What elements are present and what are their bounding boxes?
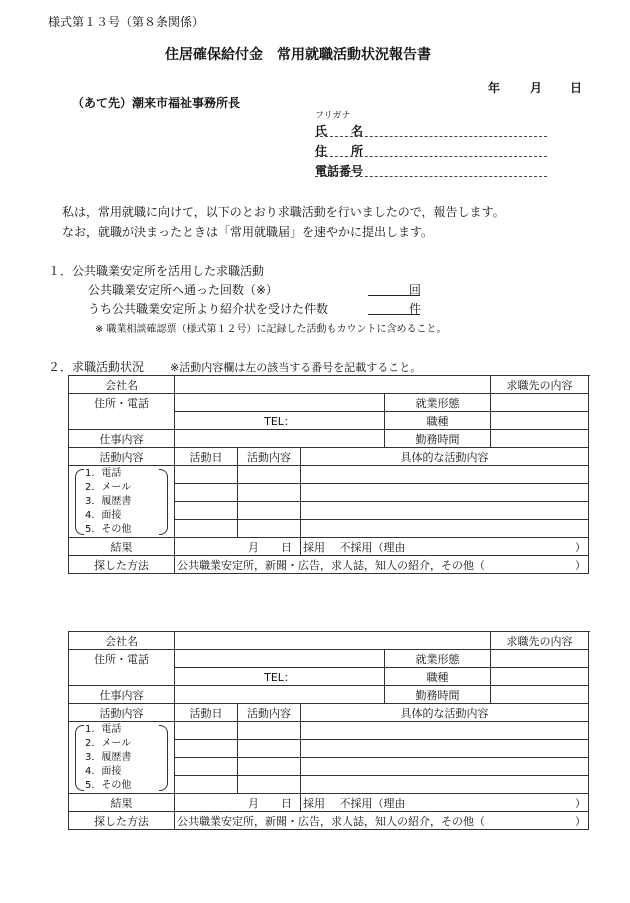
- section1-note: ※ 職業相談確認票（様式第１２号）に記録した活動もカウントに含めること。: [95, 324, 447, 335]
- option-other: 5．その他: [85, 779, 132, 791]
- method-label: 探した方法: [69, 556, 175, 574]
- referrals-unit: 件: [409, 302, 422, 316]
- result-status-cell[interactable]: [301, 794, 589, 812]
- address-phone-label-cont: [69, 668, 175, 686]
- activity-date-cell[interactable]: [175, 740, 238, 758]
- employment-type-field[interactable]: [491, 394, 589, 412]
- activity-detail-cell[interactable]: [301, 502, 589, 520]
- result-date-cell[interactable]: [175, 794, 301, 812]
- activity-type-header: 活動内容: [238, 704, 301, 722]
- result-rejected: 不採用（理由: [339, 540, 406, 554]
- option-interview: 4．面接: [85, 509, 122, 521]
- addressee: （あて先）潮来市福祉事務所長: [72, 96, 241, 110]
- result-label: 結果: [69, 794, 175, 812]
- activity-date-cell[interactable]: [175, 776, 238, 794]
- activity-detail-cell[interactable]: [301, 758, 589, 776]
- section2-heading: ２．求職活動状況: [48, 360, 145, 374]
- page-title: 住居確保給付金 常用就職活動状況報告書: [165, 47, 431, 63]
- result-close: ）: [575, 540, 586, 554]
- result-label: 結果: [69, 538, 175, 556]
- company-label: 会社名: [69, 632, 175, 650]
- activity-options: [69, 466, 175, 538]
- section1-heading: １．公共職業安定所を活用した求職活動: [48, 264, 265, 278]
- method-close: ）: [575, 814, 586, 828]
- method-cell[interactable]: [175, 812, 589, 830]
- occupation-field[interactable]: [491, 668, 589, 686]
- activity-type-cell[interactable]: [238, 466, 301, 484]
- address-label: 住 所: [315, 144, 364, 158]
- method-label: 探した方法: [69, 812, 175, 830]
- method-options: 公共職業安定所，新聞・広告，求人誌，知人の紹介，その他（: [177, 558, 485, 572]
- working-hours-field[interactable]: [491, 686, 589, 704]
- job-info-header: 求職先の内容: [491, 632, 589, 650]
- date-day-label: 日: [570, 81, 583, 95]
- activity-detail-cell[interactable]: [301, 776, 589, 794]
- date-year-label: 年: [488, 81, 501, 95]
- address-phone-label: 住所・電話: [69, 650, 175, 668]
- working-hours-label: 勤務時間: [385, 430, 491, 448]
- occupation-label: 職種: [385, 668, 491, 686]
- option-phone: 1．電話: [85, 723, 122, 735]
- option-phone: 1．電話: [85, 467, 122, 479]
- option-resume: 3．履歴書: [85, 751, 132, 763]
- name-field[interactable]: [315, 136, 547, 137]
- activity-label: 活動内容: [69, 704, 175, 722]
- method-options: 公共職業安定所，新聞・広告，求人誌，知人の紹介，その他（: [177, 814, 485, 828]
- option-mail: 2．メール: [85, 481, 132, 493]
- tel-cell[interactable]: TEL：: [175, 412, 385, 430]
- job-content-field[interactable]: [175, 430, 385, 448]
- activity-date-cell[interactable]: [175, 484, 238, 502]
- activity-options: [69, 722, 175, 794]
- address-phone-label-cont: [69, 412, 175, 430]
- intro-line-1: 私は，常用就職に向けて，以下のとおり求職活動を行いましたので，報告します。: [62, 205, 505, 219]
- name-label: 氏 名: [315, 124, 364, 138]
- activity-detail-cell[interactable]: [301, 484, 589, 502]
- result-month: 月: [248, 540, 259, 554]
- activity-label: 活動内容: [69, 448, 175, 466]
- employment-type-label: 就業形態: [385, 394, 491, 412]
- referrals-label: うち公共職業安定所より紹介状を受けた件数: [88, 302, 329, 316]
- activity-date-cell[interactable]: [175, 722, 238, 740]
- visits-unit: 回: [409, 283, 422, 297]
- job-content-label: 仕事内容: [69, 686, 175, 704]
- activity-type-cell[interactable]: [238, 484, 301, 502]
- activity-type-cell[interactable]: [238, 758, 301, 776]
- activity-date-cell[interactable]: [175, 466, 238, 484]
- section2-note: ※活動内容欄は左の該当する番号を記載すること。: [170, 361, 422, 374]
- method-close: ）: [575, 558, 586, 572]
- option-other: 5．その他: [85, 523, 132, 535]
- activity-detail-header: 具体的な活動内容: [301, 704, 589, 722]
- activity-detail-cell[interactable]: [301, 740, 589, 758]
- company-field[interactable]: [175, 632, 491, 650]
- option-interview: 4．面接: [85, 765, 122, 777]
- phone-label: 電話番号: [315, 164, 364, 178]
- job-content-label: 仕事内容: [69, 430, 175, 448]
- result-month: 月: [248, 796, 259, 810]
- occupation-field[interactable]: [491, 412, 589, 430]
- tel-cell[interactable]: TEL：: [175, 668, 385, 686]
- visits-label: 公共職業安定所へ通った回数（※）: [88, 283, 279, 297]
- activity-date-cell[interactable]: [175, 520, 238, 538]
- intro-line-2: なお，就職が決まったときは「常用就職届」を速やかに提出します。: [62, 225, 434, 239]
- employment-type-field[interactable]: [491, 650, 589, 668]
- address-field[interactable]: [315, 156, 547, 157]
- activity-type-cell[interactable]: [238, 740, 301, 758]
- address-cell[interactable]: [175, 650, 385, 668]
- activity-date-header: 活動日: [175, 448, 238, 466]
- occupation-label: 職種: [385, 412, 491, 430]
- activity-detail-cell[interactable]: [301, 466, 589, 484]
- company-field[interactable]: [175, 376, 491, 394]
- form-number: 様式第１３号（第８条関係）: [48, 15, 205, 29]
- date-month-label: 月: [530, 81, 543, 95]
- result-rejected: 不採用（理由: [339, 796, 406, 810]
- activity-detail-cell[interactable]: [301, 722, 589, 740]
- activity-table-2: [68, 631, 589, 830]
- working-hours-label: 勤務時間: [385, 686, 491, 704]
- activity-table-1: [68, 375, 589, 574]
- activity-type-header: 活動内容: [238, 448, 301, 466]
- company-label: 会社名: [69, 376, 175, 394]
- result-status-cell[interactable]: [301, 538, 589, 556]
- furigana-label: フリガナ: [315, 111, 351, 121]
- method-cell[interactable]: [175, 556, 589, 574]
- result-date-cell[interactable]: [175, 538, 301, 556]
- activity-type-cell[interactable]: [238, 520, 301, 538]
- option-mail: 2．メール: [85, 737, 132, 749]
- activity-type-cell[interactable]: [238, 722, 301, 740]
- activity-type-cell[interactable]: [238, 776, 301, 794]
- job-content-field[interactable]: [175, 686, 385, 704]
- activity-type-cell[interactable]: [238, 502, 301, 520]
- working-hours-field[interactable]: [491, 430, 589, 448]
- activity-date-cell[interactable]: [175, 758, 238, 776]
- phone-field[interactable]: [315, 176, 547, 177]
- option-resume: 3．履歴書: [85, 495, 132, 507]
- activity-detail-cell[interactable]: [301, 520, 589, 538]
- activity-detail-header: 具体的な活動内容: [301, 448, 589, 466]
- result-hired: 採用: [303, 540, 325, 554]
- employment-type-label: 就業形態: [385, 650, 491, 668]
- result-hired: 採用: [303, 796, 325, 810]
- activity-date-header: 活動日: [175, 704, 238, 722]
- job-info-header: 求職先の内容: [491, 376, 589, 394]
- address-cell[interactable]: [175, 394, 385, 412]
- activity-date-cell[interactable]: [175, 502, 238, 520]
- result-day: 日: [281, 540, 292, 554]
- result-day: 日: [281, 796, 292, 810]
- address-phone-label: 住所・電話: [69, 394, 175, 412]
- result-close: ）: [575, 796, 586, 810]
